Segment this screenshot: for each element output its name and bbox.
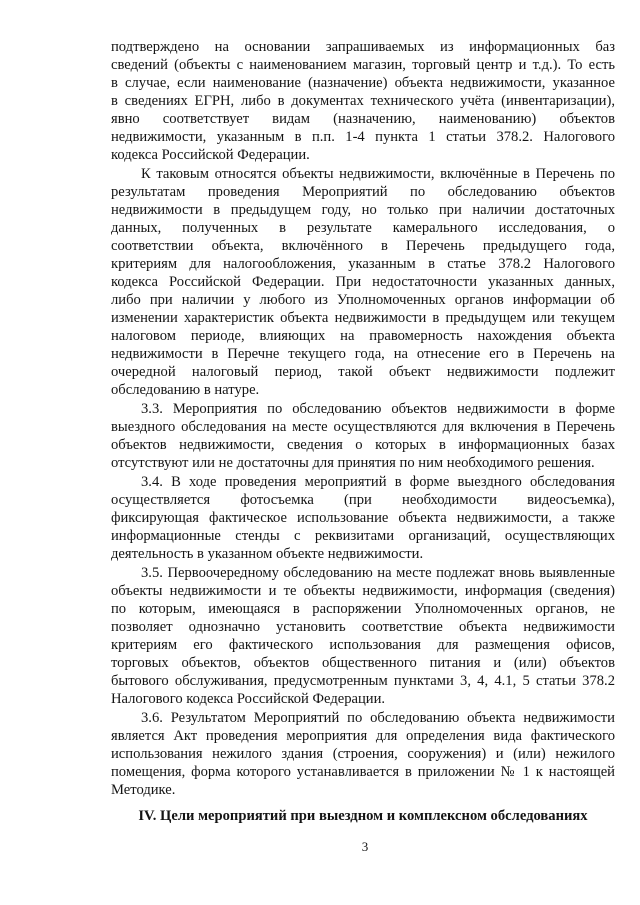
- text-line: Налогового кодекса Российской Федерации.: [111, 691, 386, 707]
- text-line: недвижимости в Перечне текущего года, на отнесение его в Перечень на: [111, 346, 615, 362]
- text-line: критериям его фактического использования для размещения офисов,: [111, 637, 615, 653]
- text-line: кодекса Российской Федерации.: [111, 147, 310, 163]
- text-line: 3.5. Первоочередному обследованию на месте подлежат вновь выявленные: [141, 565, 615, 581]
- text-line: данных, полученных в результате камерального исследования, о: [111, 220, 615, 236]
- text-line: фиксирующая фактическое использование объекта недвижимости, а также: [111, 510, 615, 526]
- text-line: объектов недвижимости, сведения о которых в информационных базах: [111, 437, 615, 453]
- text-line: очередной налоговый период, такой объект недвижимости подлежит: [111, 364, 615, 380]
- text-line: обследованию в натуре.: [111, 382, 260, 398]
- paragraph-continuation: [111, 38, 615, 164]
- paragraph-3-4: [111, 473, 615, 563]
- text-line: изменении характеристик объекта недвижимости в предыдущем или текущем: [111, 310, 615, 326]
- text-line: использования нежилого здания (строения, сооружения) и (или) нежилого: [111, 746, 615, 762]
- text-line: бытового обслуживания, предусмотренным пунктами 3, 4, 4.1, 5 статьи 378.2: [111, 673, 615, 689]
- text-line: информационные стенды с реквизитами организаций, осуществляющих: [111, 528, 615, 544]
- text-line: налоговом периоде, влияющих на правомерность нахождения объекта: [111, 328, 615, 344]
- text-line: в случае, если наименование (назначение) объекта недвижимости, указанное: [111, 75, 615, 91]
- paragraph-3-5: [111, 564, 615, 708]
- body-text: [111, 38, 615, 800]
- text-line: результатам проведения Мероприятий по обследованию объектов: [111, 184, 615, 200]
- text-line: сведений (объекты с наименованием магазин, торговый центр и т.д.). То есть: [111, 57, 615, 73]
- text-line: позволяет однозначно установить соответствие объекта недвижимости: [111, 619, 615, 635]
- text-line: осуществляется фотосъемка (при необходимости видеосъемка),: [111, 492, 615, 508]
- text-line: критериям для налогообложения, указанным в статье 378.2 Налогового: [111, 256, 615, 272]
- text-line: объекты недвижимости и те объекты недвижимости, информация (сведения): [111, 583, 615, 599]
- text-line: 3.4. В ходе проведения мероприятий в форме выездного обследования: [141, 474, 615, 490]
- text-line: 3.6. Результатом Мероприятий по обследованию объекта недвижимости: [141, 710, 615, 726]
- text-line: 3.3. Мероприятия по обследованию объектов недвижимости в форме: [141, 401, 615, 417]
- text-line: выездного обследования на месте осуществляются для включения в Перечень: [111, 419, 615, 435]
- paragraph-3-6: [111, 709, 615, 799]
- text-line: отсутствуют или не достаточны для принятия по ним необходимого решения.: [111, 455, 595, 471]
- text-line: кодекса Российской Федерации. При недостаточности указанных данных,: [111, 274, 615, 290]
- text-line: недвижимости в предыдущем году, но только при наличии достаточных: [111, 202, 615, 218]
- page-number: 3: [361, 839, 369, 854]
- text-line: соответствии объекта, включённого в Перечень предыдущего года,: [111, 238, 615, 254]
- text-line: в сведениях ЕГРН, либо в документах технического учёта (инвентаризации),: [111, 93, 615, 109]
- text-line: Методике.: [111, 782, 176, 798]
- text-line: по которым, имеющаяся в распоряжении Уполномоченных органов, не: [111, 601, 615, 617]
- text-line: деятельность в указанном объекте недвижимости.: [111, 546, 424, 562]
- text-line: К таковым относятся объекты недвижимости, включённые в Перечень по: [141, 166, 615, 182]
- text-line: подтверждено на основании запрашиваемых из информационных баз: [111, 39, 615, 55]
- text-line: недвижимости, указанным в п.п. 1-4 пункта 1 статьи 378.2. Налогового: [111, 129, 615, 145]
- paragraph-objects: [111, 165, 615, 399]
- text-line: торговых объектов, объектов общественного питания и (или) объектов: [111, 655, 615, 671]
- paragraph-3-3: [111, 400, 615, 472]
- text-line: либо при наличии у любого из Уполномоченных органов информации об: [111, 292, 615, 308]
- section-heading: IV. Цели мероприятий при выездном и комплексном обследованиях: [138, 808, 588, 824]
- text-line: является Акт проведения мероприятия для определения вида фактического: [111, 728, 615, 744]
- text-line: помещения, форма которого устанавливается в приложении № 1 к настоящей: [111, 764, 615, 780]
- text-line: явно соответствует видам (назначению, наименованию) объектов: [111, 111, 615, 127]
